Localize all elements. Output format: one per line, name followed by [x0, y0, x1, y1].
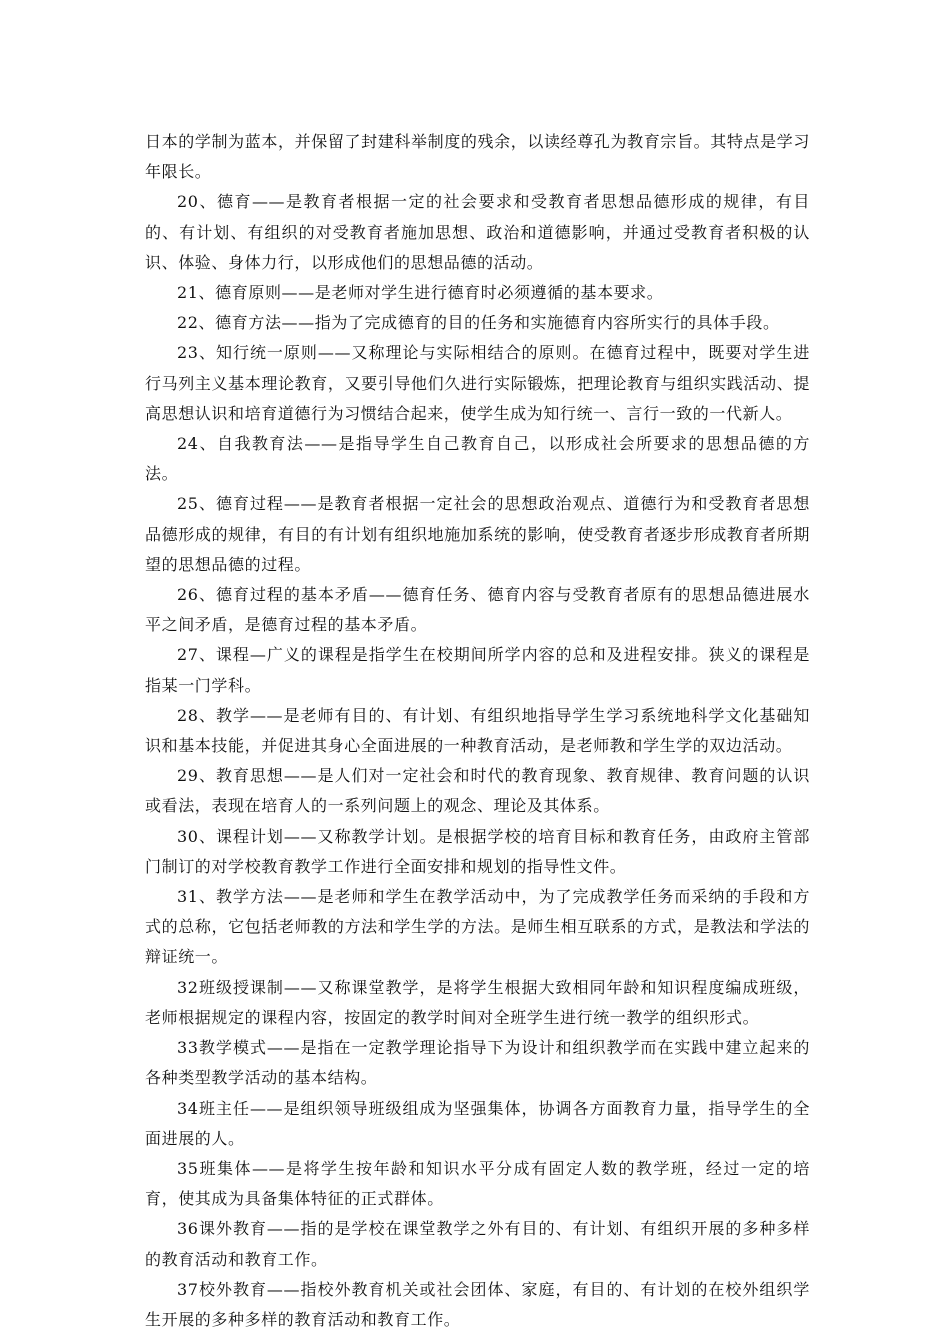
paragraph-term-25: 25、德育过程——是教育者根据一定社会的思想政治观点、道德行为和受教育者思想品德形成的规律，有目的有计划有组织地施加系统的影响，使受教育者逐步形成教育者所期望的思想品德的过程。	[145, 494, 810, 574]
paragraph-term-27: 27、课程—广义的课程是指学生在校期间所学内容的总和及进程安排。狭义的课程是指某一门学科。	[145, 645, 810, 695]
paragraph-term-34: 34班主任——是组织领导班级组成为坚强集体，协调各方面教育力量，指导学生的全面进展的人。	[145, 1098, 810, 1148]
paragraph-term-24: 24、自我教育法——是指导学生自己教育自己，以形成社会所要求的思想品德的方法。	[145, 434, 810, 484]
paragraph-term-21: 21、德育原则——是老师对学生进行德育时必须遵循的基本要求。	[177, 283, 664, 303]
paragraph-term-32: 32班级授课制——又称课堂教学，是将学生根据大致相同年龄和知识程度编成班级，老师根据规定的课程内容，按固定的教学时间对全班学生进行统一教学的组织形式。	[145, 977, 810, 1027]
paragraph-term-29: 29、教育思想——是人们对一定社会和时代的教育现象、教育规律、教育问题的认识或看法，表现在培育人的一系列问题上的观念、理论及其体系。	[145, 766, 810, 816]
document-page	[145, 127, 810, 1335]
paragraph-term-20: 20、德育——是教育者根据一定的社会要求和受教育者思想品德形成的规律，有目的、有计划、有组织的对受教育者施加思想、政治和道德影响，并通过受教育者积极的认识、体验、身体力行，以形成他们的思想品德的活动。	[145, 192, 810, 272]
paragraph-term-23: 23、知行统一原则——又称理论与实际相结合的原则。在德育过程中，既要对学生进行马列主义基本理论教育，又要引导他们久进行实际锻炼，把理论教育与组织实践活动、提高思想认识和培育道德行为习惯结合起来，使学生成为知行统一、言行一致的一代新人。	[145, 343, 810, 423]
paragraph-continuation: 日本的学制为蓝本，并保留了封建科举制度的残余，以读经尊孔为教育宗旨。其特点是学习年限长。	[145, 132, 810, 182]
paragraph-term-31: 31、教学方法——是老师和学生在教学活动中，为了完成教学任务而采纳的手段和方式的总称，它包括老师教的方法和学生学的方法。是师生相互联系的方式，是教法和学法的辩证统一。	[145, 887, 810, 967]
paragraph-term-36: 36课外教育——指的是学校在课堂教学之外有目的、有计划、有组织开展的多种多样的教育活动和教育工作。	[145, 1219, 810, 1269]
paragraph-term-28: 28、教学——是老师有目的、有计划、有组织地指导学生学习系统地科学文化基础知识和基本技能，并促进其身心全面进展的一种教育活动，是老师教和学生学的双边活动。	[145, 705, 810, 756]
paragraph-term-22: 22、德育方法——指为了完成德育的目的任务和实施德育内容所实行的具体手段。	[177, 313, 780, 333]
paragraph-term-35: 35班集体——是将学生按年龄和知识水平分成有固定人数的教学班，经过一定的培育，使其成为具备集体特征的正式群体。	[145, 1158, 810, 1209]
paragraph-term-33: 33教学模式——是指在一定教学理论指导下为设计和组织教学而在实践中建立起来的各种类型教学活动的基本结构。	[145, 1038, 810, 1088]
paragraph-term-30: 30、课程计划——又称教学计划。是根据学校的培育目标和教育任务，由政府主管部门制订的对学校教育教学工作进行全面安排和规划的指导性文件。	[145, 826, 810, 876]
paragraph-term-37: 37校外教育——指校外教育机关或社会团体、家庭，有目的、有计划的在校外组织学生开展的多种多样的教育活动和教育工作。	[145, 1279, 810, 1329]
paragraph-term-26: 26、德育过程的基本矛盾——德育任务、德育内容与受教育者原有的思想品德进展水平之间矛盾，是德育过程的基本矛盾。	[145, 585, 810, 635]
